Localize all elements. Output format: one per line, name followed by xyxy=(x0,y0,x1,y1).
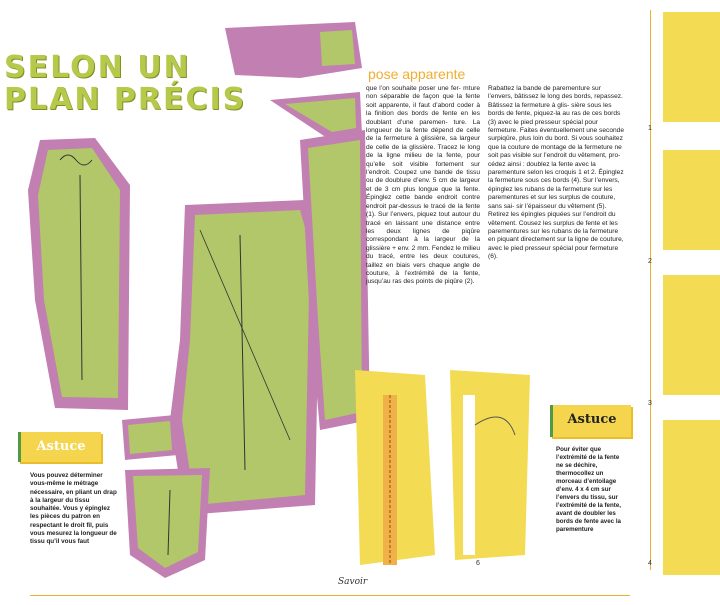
figure-panel-3 xyxy=(663,275,720,395)
astuce-left-text: Vous pouvez déterminer vous-même le métrage nécessaire, en pliant un drap à la largeur du tissu souhaitée. Vous y épinglez les pièces du patron en respectant le droit fil, puis vous mesurez la longueur de tissu qu’il vous faut xyxy=(30,472,117,546)
astuce-box-right xyxy=(550,405,631,437)
astuce-left-label: Astuce xyxy=(36,439,86,454)
figure-number-3: 3 xyxy=(648,400,652,407)
figure-number-2: 2 xyxy=(648,258,652,265)
title-line-1: SELON UN xyxy=(4,50,191,85)
zipper-fig-6 xyxy=(450,370,530,560)
title-line-2: PLAN PRÉCIS xyxy=(4,82,247,117)
figure-number-6: 6 xyxy=(476,560,480,567)
body-column-2: Rabattez la bande de parementure sur l’envers, bâtissez le long des bords, repassez. Bâtissez la fermeture à glis- sière sous les bords de fente, piquez-la au ras de ces bords (3) avec le pied presseur spécial pour fermeture. Faites éventuellement une seconde surpiqûre, plus loin du bord. Si vous souhaitez que la couture de montage de la fermeture ne soit pas visible sur l’endroit du vêtement, pro- cédez ainsi : doublez la fente avec la parementure selon les croquis 1 et 2. Épinglez la fermeture sous ces bords (4). Sur l’envers, épinglez les rubans de la fermeture sur les parementures et sur les surplus de couture, sans sai- sir l’épaisseur du vêtement (5). Retirez les épingles piquées sur l’endroit du vêtement. Cousez les surplus de fente et les parementures sur les rubans de la fermeture en piquant directement sur la ligne de couture, avec le pied presseur spécial pour fermeture (6). xyxy=(488,85,624,261)
section-title: pose apparente xyxy=(368,66,466,82)
figure-panel-1 xyxy=(663,12,720,122)
astuce-right-label: Astuce xyxy=(567,412,617,427)
zipper-illustrations xyxy=(355,365,555,565)
figure-panel-4 xyxy=(663,420,720,575)
page-divider xyxy=(650,10,651,570)
figure-panel-2 xyxy=(663,150,720,250)
credit: Savoir xyxy=(338,577,368,587)
astuce-right-text: Pour éviter que l’extrémité de la fente ne se déchire, thermocollez un morceau d’entoilage d’env. 4 x 4 cm sur l’envers du tissu, sur l’extrémité de la fente, avant de doubler les bords de fente avec la parementure xyxy=(556,446,621,533)
figure-number-4: 4 xyxy=(648,560,652,567)
bottom-rule xyxy=(30,595,630,596)
astuce-box-left xyxy=(18,432,101,462)
body-column-1: que l’on souhaite poser une fer- mture non séparable de façon que la fente soit apparente, il faut d’abord coder à la finition des bords de fente en les doublant d’une paremen- ture. La longueur de la fente dépend de celle de la fermeture à glissière, sa largeur de celle de la glissière. Tracez le long de la ligne milieu de la fente, pour qu’elle soit visible fortement sur l’endroit. Coupez une bande de tissu ou de doublure d’env. 5 cm de largeur et de 3 cm plus longue que la fente. Épinglez cette bande endroit contre endroit par-dessus le tracé de la fente (1). Sur l’envers, piquez tout autour du tracé en laissant une distance entre les deux lignes de piqûre correspondant à la largeur de la glissière + env. 2 mm. Fendez le milieu du tracé, entre les deux coutures, taillez en biais vers chaque angle de couture, à l’extrémité de la fente, jusqu’au ras des points de piqûre (2). xyxy=(366,85,480,286)
figure-number-1: 1 xyxy=(648,125,652,132)
